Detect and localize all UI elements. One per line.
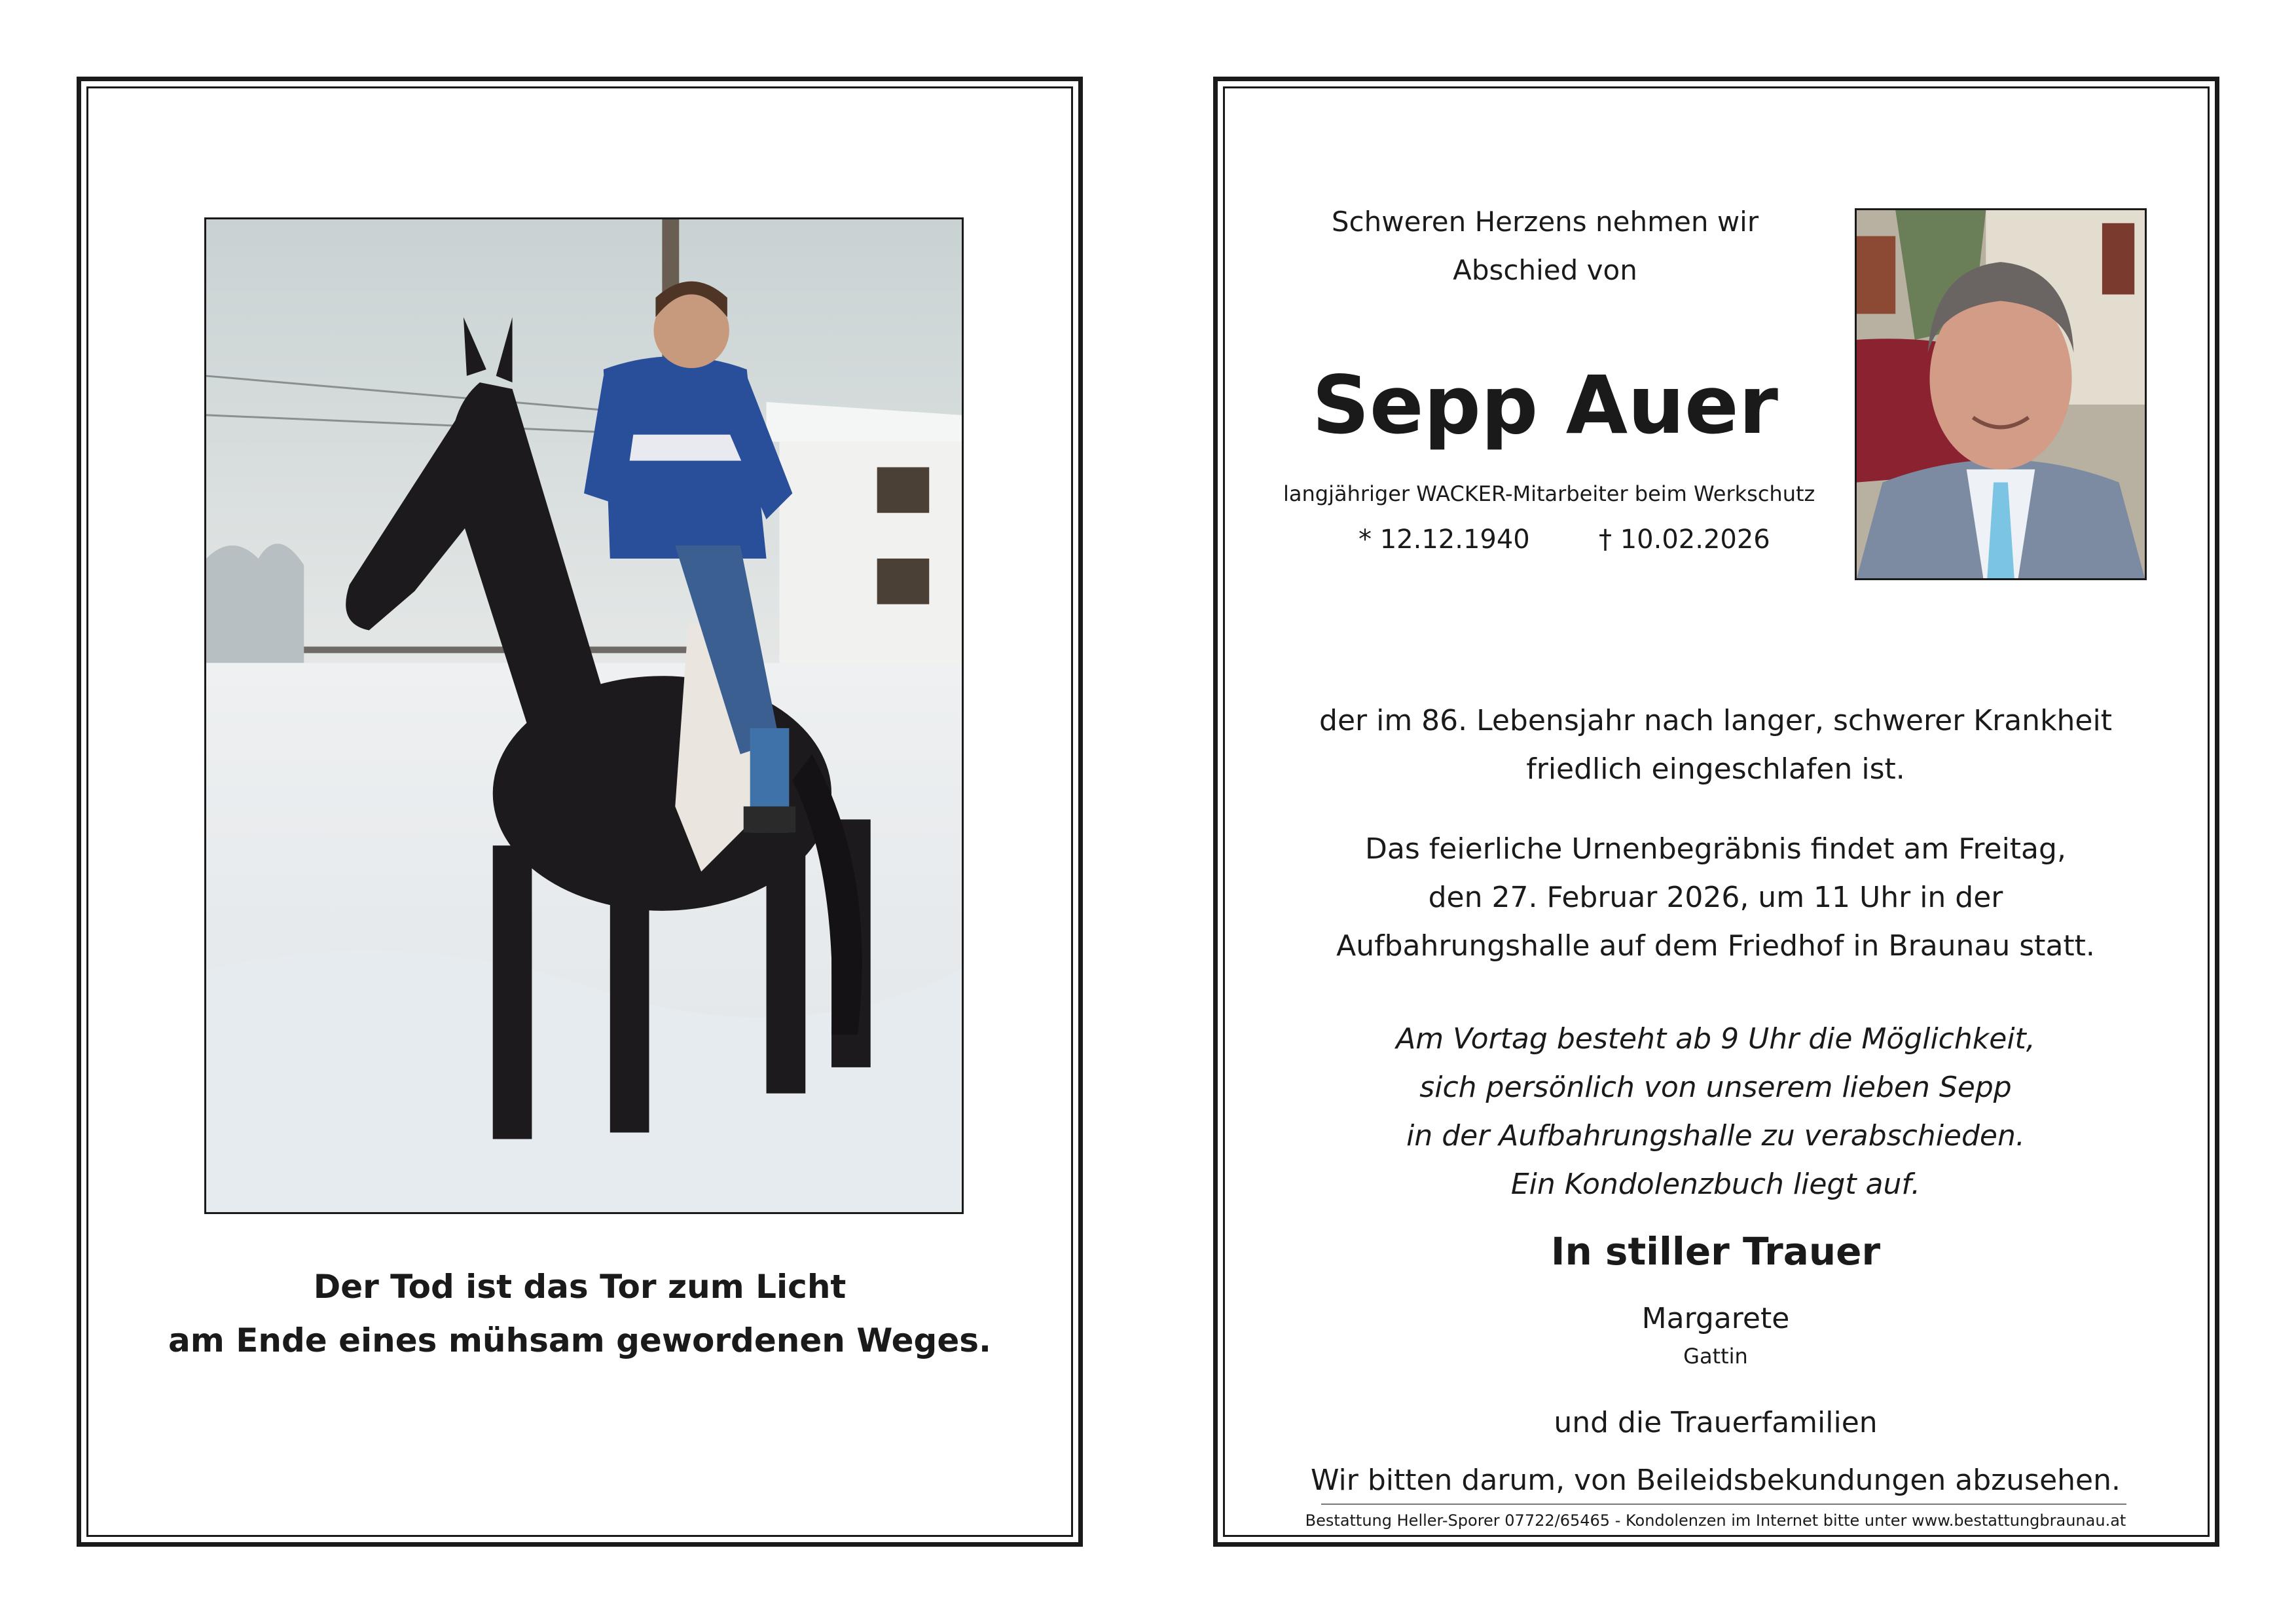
death-date: † 10.02.2026	[1599, 525, 1770, 555]
mourning-heading: In stiller Trauer	[1550, 1229, 1881, 1274]
right-page	[1213, 77, 2219, 1547]
portrait-illustration	[1857, 210, 2145, 578]
passing-line-1: der im 86. Lebensjahr nach langer, schwerer Krankheit	[1319, 704, 2112, 737]
horse-rider-photo	[204, 217, 964, 1214]
left-page	[77, 77, 1083, 1547]
funeral-home-footer: Bestattung Heller-Sporer 07722/65465 - Kondolenzen im Internet bitte unter www.bestattungbraunau.at	[1305, 1511, 2126, 1530]
mourner-relation: Gattin	[1683, 1344, 1748, 1369]
viewing-line-3: in der Aufbahrungshalle zu verabschieden.	[1406, 1119, 2025, 1153]
viewing-line-1: Am Vortag besteht ab 9 Uhr die Möglichkeit,	[1396, 1022, 2035, 1056]
viewing-line-2: sich persönlich von unserem lieben Sepp	[1419, 1071, 2012, 1104]
motto-line-2: am Ende eines mühsam gewordenen Weges.	[168, 1321, 991, 1359]
deceased-role: langjähriger WACKER-Mitarbeiter beim Werkschutz	[1283, 481, 1815, 506]
funeral-line-1: Das feierliche Urnenbegräbnis findet am Freitag,	[1365, 832, 2066, 866]
deceased-name: Sepp Auer	[1312, 359, 1778, 452]
funeral-line-3: Aufbahrungshalle auf dem Friedhof in Braunau statt.	[1336, 929, 2095, 963]
motto-line-1: Der Tod ist das Tor zum Licht	[313, 1268, 847, 1306]
intro-line-2: Abschied von	[1453, 254, 1637, 286]
funeral-line-2: den 27. Februar 2026, um 11 Uhr in der	[1428, 881, 2003, 914]
birth-date: * 12.12.1940	[1358, 525, 1530, 555]
condolence-request: Wir bitten darum, von Beileidsbekundungen abzusehen.	[1310, 1464, 2121, 1497]
mourning-families: und die Trauerfamilien	[1554, 1406, 1878, 1439]
passing-line-2: friedlich eingeschlafen ist.	[1526, 752, 1905, 786]
footer-divider	[1321, 1504, 2126, 1505]
horse-rider-illustration	[206, 219, 962, 1212]
portrait-photo	[1855, 208, 2147, 580]
viewing-line-4: Ein Kondolenzbuch liegt auf.	[1510, 1168, 1921, 1201]
mourner-name: Margarete	[1641, 1302, 1790, 1335]
intro-line-1: Schweren Herzens nehmen wir	[1331, 206, 1759, 238]
